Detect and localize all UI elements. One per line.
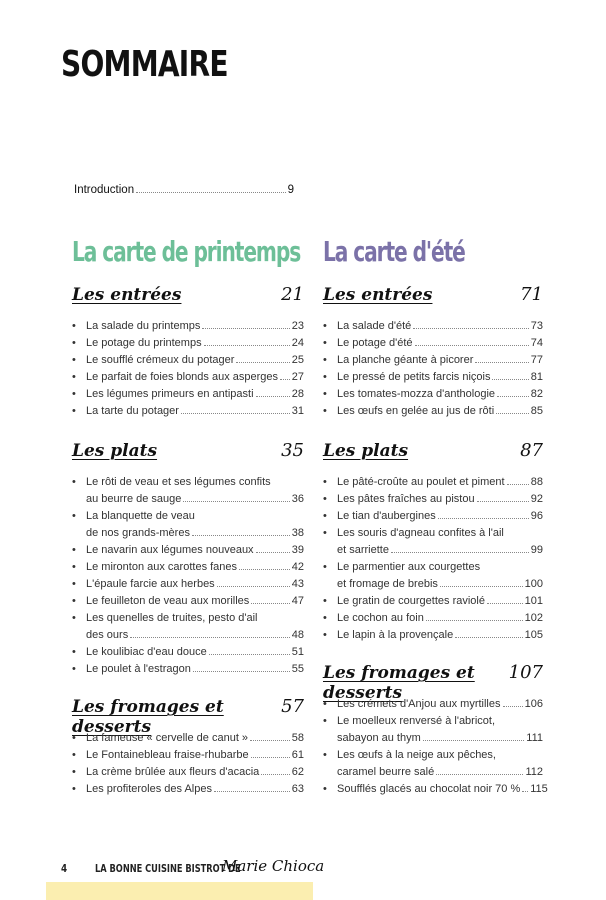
recipe-list (72, 318, 304, 420)
recipe-entry[interactable] (72, 386, 304, 403)
recipe-title: caramel beurre salé (337, 766, 435, 778)
recipe-entry[interactable] (323, 369, 543, 386)
dot-leader (413, 328, 528, 329)
recipe-page: 85 (530, 405, 543, 417)
section-name: Les entrées (72, 285, 182, 305)
recipe-title: • Les crémets d'Anjou aux myrtilles (337, 698, 501, 710)
section-page: 57 (281, 696, 304, 717)
recipe-page: 88 (530, 476, 543, 488)
recipe-line (86, 644, 304, 661)
dot-leader (251, 757, 290, 758)
dot-leader (455, 637, 522, 638)
toc-section (72, 284, 304, 420)
dot-leader (250, 740, 290, 741)
entry-label: Introduction (74, 184, 135, 196)
recipe-page: 42 (291, 561, 304, 573)
recipe-title: et sarriette (337, 544, 389, 556)
recipe-title: • Le koulibiac d'eau douce (86, 646, 207, 658)
section-page: 107 (508, 662, 543, 683)
season-title: La carte de printemps (72, 235, 301, 268)
dot-leader (440, 586, 523, 587)
recipe-line (337, 386, 543, 403)
recipe-list (72, 730, 304, 798)
recipe-line (337, 764, 543, 781)
recipe-line (86, 352, 304, 369)
recipe-line (86, 747, 304, 764)
dot-leader (217, 586, 290, 587)
recipe-line (86, 661, 304, 678)
dot-leader (204, 345, 290, 346)
dot-leader (497, 396, 529, 397)
recipe-entry[interactable] (323, 474, 543, 491)
recipe-page: 61 (291, 749, 304, 761)
recipe-line (86, 318, 304, 335)
page-title: SOMMAIRE (61, 44, 228, 85)
recipe-line (337, 335, 543, 352)
recipe-title: • Les quenelles de truites, pesto d'ail (86, 612, 258, 624)
recipe-title: • Le poulet à l'estragon (86, 663, 191, 675)
recipe-line (337, 713, 543, 730)
section-name: Les fromages et desserts (72, 697, 224, 737)
recipe-line (337, 352, 543, 369)
dot-leader (202, 328, 289, 329)
recipe-entry[interactable] (72, 335, 304, 352)
section-name: Les fromages et desserts (323, 663, 475, 703)
section-page: 35 (281, 440, 304, 461)
recipe-line (337, 491, 543, 508)
recipe-line (86, 386, 304, 403)
recipe-page: 96 (530, 510, 543, 522)
recipe-title: • Le parfait de foies blonds aux asperges (86, 371, 279, 383)
dot-leader (256, 552, 290, 553)
recipe-title: • Les œufs en gelée au jus de rôti (337, 405, 495, 417)
recipe-page: 74 (530, 337, 543, 349)
recipe-page: 58 (291, 732, 304, 744)
dot-leader (256, 396, 290, 397)
recipe-page: 112 (525, 766, 543, 778)
toc-section (323, 662, 548, 798)
recipe-entry[interactable] (323, 593, 543, 610)
recipe-entry[interactable] (323, 508, 543, 525)
recipe-entry[interactable] (323, 403, 543, 420)
section-page: 87 (520, 440, 543, 461)
recipe-line (86, 403, 304, 420)
section-page: 71 (520, 284, 543, 305)
recipe-line (337, 610, 543, 627)
recipe-title: • La salade du printemps (86, 320, 201, 332)
recipe-line (337, 576, 543, 593)
section-header[interactable] (323, 440, 543, 470)
recipe-line (337, 730, 543, 747)
section-name: Les plats (72, 441, 158, 461)
recipe-entry[interactable] (72, 661, 304, 678)
recipe-entry[interactable] (72, 593, 304, 610)
recipe-entry[interactable] (323, 335, 543, 352)
recipe-page: 111 (526, 732, 543, 744)
recipe-line (86, 559, 304, 576)
recipe-title: • Les tomates-mozza d'anthologie (337, 388, 496, 400)
recipe-line (337, 747, 543, 764)
dot-leader (391, 552, 529, 553)
recipe-page: 62 (291, 766, 304, 778)
recipe-title: • La fameuse « cervelle de canut » (86, 732, 249, 744)
recipe-title: • Les légumes primeurs en antipasti (86, 388, 254, 400)
dot-leader (214, 791, 290, 792)
recipe-title: • Le Fontainebleau fraise-rhubarbe (86, 749, 249, 761)
recipe-entry[interactable] (72, 403, 304, 420)
dot-leader (236, 362, 289, 363)
recipe-line (86, 508, 304, 525)
section-name: Les entrées (323, 285, 433, 305)
toc-section (72, 440, 304, 678)
recipe-line (86, 593, 304, 610)
recipe-line (86, 764, 304, 781)
recipe-page: 51 (291, 646, 304, 658)
recipe-page: 73 (530, 320, 543, 332)
recipe-line (86, 627, 304, 644)
recipe-entry[interactable] (72, 542, 304, 559)
recipe-title: • Soufflés glacés au chocolat noir 70 % (337, 783, 521, 795)
recipe-line (337, 508, 543, 525)
section-header[interactable] (72, 284, 304, 314)
footer-color-band (46, 882, 313, 900)
recipe-entry[interactable] (323, 318, 543, 335)
dot-leader (496, 413, 529, 414)
recipe-entry[interactable] (323, 610, 543, 627)
dot-leader (503, 706, 523, 707)
dot-leader (261, 774, 289, 775)
recipe-page: 77 (530, 354, 543, 366)
recipe-list (72, 474, 304, 678)
recipe-title: • Le pressé de petits farcis niçois (337, 371, 491, 383)
recipe-title: • Les souris d'agneau confites à l'ail (337, 527, 504, 539)
recipe-line (337, 627, 543, 644)
recipe-title: • Les pâtes fraîches au pistou (337, 493, 475, 505)
recipe-page: 38 (291, 527, 304, 539)
dot-leader (181, 413, 290, 414)
recipe-title: • Les œufs à la neige aux pêches, (337, 749, 496, 761)
dot-leader (192, 535, 290, 536)
recipe-title: • La crème brûlée aux fleurs d'acacia (86, 766, 260, 778)
recipe-title: • La salade d'été (337, 320, 412, 332)
recipe-line (337, 781, 548, 798)
recipe-line (86, 542, 304, 559)
recipe-title: • Le gratin de courgettes raviolé (337, 595, 485, 607)
recipe-title: • Le pâté-croûte au poulet et piment (337, 476, 505, 488)
recipe-page: 99 (530, 544, 543, 556)
recipe-entry[interactable] (72, 781, 304, 798)
dot-leader (415, 345, 529, 346)
section-header[interactable] (323, 662, 543, 703)
recipe-line (86, 474, 304, 491)
recipe-title: et fromage de brebis (337, 578, 438, 590)
toc-section (323, 440, 543, 644)
section-header[interactable] (323, 284, 543, 314)
recipe-title: • Le navarin aux légumes nouveaux (86, 544, 254, 556)
toc-entry-introduction[interactable] (74, 184, 294, 196)
recipe-page: 115 (530, 783, 548, 795)
dot-leader (477, 501, 529, 502)
recipe-page: 81 (530, 371, 543, 383)
recipe-page: 24 (291, 337, 304, 349)
recipe-page: 101 (524, 595, 543, 607)
recipe-entry[interactable] (72, 508, 304, 542)
section-page: 21 (281, 284, 304, 305)
recipe-page: 106 (524, 698, 543, 710)
recipe-page: 23 (291, 320, 304, 332)
recipe-list (323, 696, 548, 798)
recipe-line (337, 369, 543, 386)
recipe-title: • Le lapin à la provençale (337, 629, 454, 641)
recipe-page: 63 (291, 783, 304, 795)
recipe-line (86, 730, 304, 747)
recipe-entry[interactable] (72, 764, 304, 781)
recipe-line (337, 542, 543, 559)
recipe-line (337, 474, 543, 491)
page-number: 4 (61, 862, 68, 875)
dot-leader (438, 518, 529, 519)
toc-section (323, 284, 543, 420)
recipe-line (337, 559, 543, 576)
recipe-line (337, 525, 543, 542)
recipe-page: 43 (291, 578, 304, 590)
recipe-title: sabayon au thym (337, 732, 421, 744)
recipe-page: 25 (291, 354, 304, 366)
recipe-title: • Le moelleux renversé à l'abricot, (337, 715, 496, 727)
dot-leader (436, 774, 523, 775)
recipe-entry[interactable] (323, 696, 543, 713)
dot-leader (507, 484, 529, 485)
recipe-title: • L'épaule farcie aux herbes (86, 578, 215, 590)
entry-page: 9 (287, 184, 294, 196)
recipe-page: 28 (291, 388, 304, 400)
recipe-entry[interactable] (323, 559, 543, 593)
dot-leader (130, 637, 290, 638)
dot-leader (475, 362, 528, 363)
recipe-page: 102 (524, 612, 543, 624)
recipe-line (337, 403, 543, 420)
recipe-page: 100 (524, 578, 543, 590)
section-header[interactable] (72, 440, 304, 470)
recipe-entry[interactable] (72, 352, 304, 369)
spring-menu-column (72, 236, 304, 798)
recipe-entry[interactable] (323, 525, 543, 559)
recipe-title: • Le potage d'été (337, 337, 413, 349)
summer-menu-column (323, 235, 548, 798)
recipe-line (86, 491, 304, 508)
dot-leader (136, 192, 285, 193)
recipe-entry[interactable] (323, 352, 543, 369)
recipe-title: de nos grands-mères (86, 527, 190, 539)
recipe-entry[interactable] (72, 369, 304, 386)
recipe-title: • Le feuilleton de veau aux morilles (86, 595, 250, 607)
recipe-page: 82 (530, 388, 543, 400)
recipe-title: • Les profiteroles des Alpes (86, 783, 212, 795)
recipe-entry[interactable] (323, 386, 543, 403)
recipe-page: 55 (291, 663, 304, 675)
recipe-page: 36 (291, 493, 304, 505)
dot-leader (209, 654, 290, 655)
recipe-line (86, 781, 304, 798)
recipe-entry[interactable] (72, 474, 304, 508)
recipe-page: 27 (291, 371, 304, 383)
recipe-entry[interactable] (323, 713, 543, 747)
recipe-title: des ours (86, 629, 129, 641)
recipe-line (86, 369, 304, 386)
recipe-line (86, 525, 304, 542)
recipe-title: • Le soufflé crémeux du potager (86, 354, 235, 366)
recipe-title: • Le parmentier aux courgettes (337, 561, 481, 573)
dot-leader (423, 740, 524, 741)
recipe-title: • La blanquette de veau (86, 510, 195, 522)
dot-leader (239, 569, 290, 570)
recipe-title: • Le rôti de veau et ses légumes confits (86, 476, 271, 488)
recipe-entry[interactable] (72, 576, 304, 593)
section-name: Les plats (323, 441, 409, 461)
recipe-title: • La planche géante à picorer (337, 354, 474, 366)
recipe-entry[interactable] (323, 491, 543, 508)
recipe-line (86, 610, 304, 627)
recipe-page: 48 (291, 629, 304, 641)
recipe-line (337, 318, 543, 335)
recipe-page: 39 (291, 544, 304, 556)
dot-leader (522, 791, 528, 792)
dot-leader (251, 603, 289, 604)
recipe-entry[interactable] (72, 559, 304, 576)
recipe-title: • Le cochon au foin (337, 612, 424, 624)
recipe-line (337, 593, 543, 610)
toc-section (72, 696, 304, 798)
recipe-entry[interactable] (323, 781, 548, 798)
recipe-page: 105 (524, 629, 543, 641)
recipe-title: • Le mironton aux carottes fanes (86, 561, 238, 573)
recipe-entry[interactable] (72, 610, 304, 644)
dot-leader (426, 620, 523, 621)
recipe-title: au beurre de sauge (86, 493, 182, 505)
recipe-entry[interactable] (72, 644, 304, 661)
recipe-entry[interactable] (72, 747, 304, 764)
recipe-page: 31 (291, 405, 304, 417)
recipe-list (323, 318, 543, 420)
recipe-page: 92 (530, 493, 543, 505)
section-header[interactable] (72, 696, 304, 737)
recipe-entry[interactable] (72, 318, 304, 335)
recipe-title: • Le tian d'aubergines (337, 510, 436, 522)
recipe-line (86, 576, 304, 593)
recipe-line (337, 696, 543, 713)
dot-leader (487, 603, 523, 604)
footer-book-title: LA BONNE CUISINE BISTROT DE (95, 862, 241, 875)
recipe-page: 47 (291, 595, 304, 607)
recipe-entry[interactable] (72, 730, 304, 747)
dot-leader (492, 379, 528, 380)
dot-leader (193, 671, 290, 672)
dot-leader (183, 501, 289, 502)
footer-author: Marie Chioca (222, 857, 325, 875)
recipe-title: • La tarte du potager (86, 405, 179, 417)
recipe-line (86, 335, 304, 352)
season-title: La carte d'été (323, 235, 465, 268)
recipe-entry[interactable] (323, 627, 543, 644)
dot-leader (280, 379, 290, 380)
recipe-list (323, 474, 543, 644)
recipe-title: • Le potage du printemps (86, 337, 202, 349)
recipe-entry[interactable] (323, 747, 543, 781)
